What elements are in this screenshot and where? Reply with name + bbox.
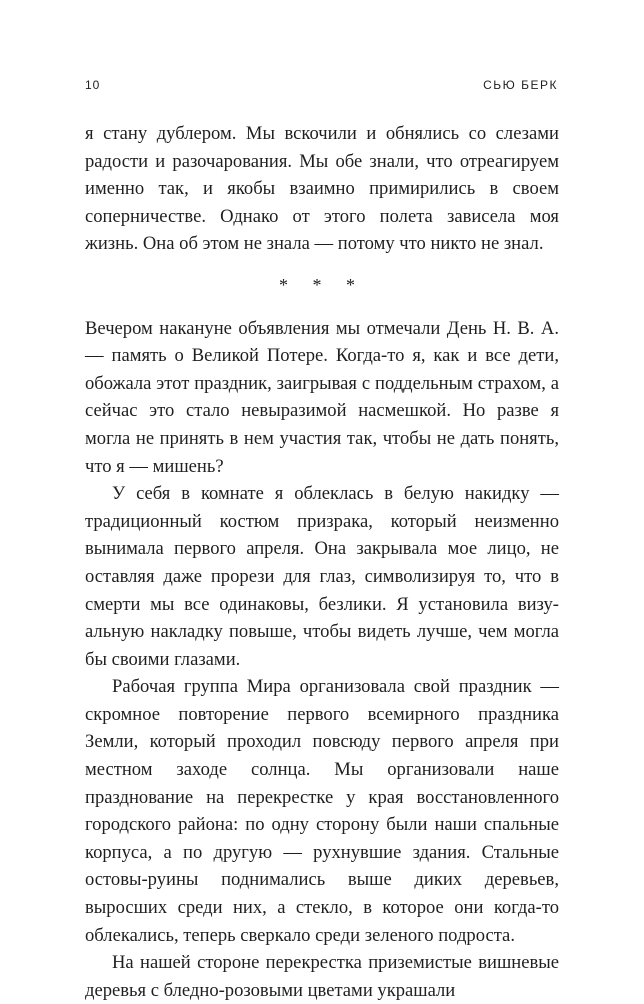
page-number: 10 [85, 78, 101, 92]
paragraph: На нашей стороне перекрестка приземистые вишневые деревья с бледно-розовыми цветами украшали [85, 952, 559, 1001]
section-separator: * * * [279, 274, 365, 295]
paragraph: У себя в комнате я облеклась в белую накидку — традиционный костюм призрака, который неизменно вынимала первого апреля. Она закрывала мое лицо, не оставляя даже прорези для глаз, символизируя то, что в смерти мы все одинаковы, безлики. Я установила визуальную накладку повыше, чтобы видеть лучше, чем могла бы своими глазами. [85, 483, 559, 670]
running-head: СЬЮ БЕРК [483, 78, 558, 92]
body-text [85, 120, 559, 1004]
paragraph: я стану дублером. Мы вскочили и обнялись со слезами радости и разочарования. Мы обе знали, что отреагируем именно так, и якобы взаимно примирились в своем соперничестве. Однако от этого полета зависела моя жизнь. Она об этом не знала — потому что никто не знал. [85, 123, 559, 255]
paragraph: Рабочая группа Мира организовала свой праздник — скромное повторение первого всемирного праздника Земли, который проходил повсюду первого апреля при местном заходе солнца. Мы организовали наше празднование на перекрестке у края восстановленного городского района: по одну сторону были наши спальные корпуса, а по другую — рухнувшие здания. Стальные остовы-руины поднимались выше диких деревьев, выросших среди них, а стекло, в которое они когда-то облекались, теперь сверкало среди зеленого подроста. [85, 676, 559, 946]
paragraph: Вечером накануне объявления мы отмечали День Н. В. А. — память о Великой Потере. Когда-то я, как и все дети, обожала этот праздник, заигрывая с поддельным страхом, а сейчас это стало невыразимой насмешкой. Но разве я могла не принять в нем участия так, чтобы не дать понять, что я — мишень? [85, 317, 559, 477]
